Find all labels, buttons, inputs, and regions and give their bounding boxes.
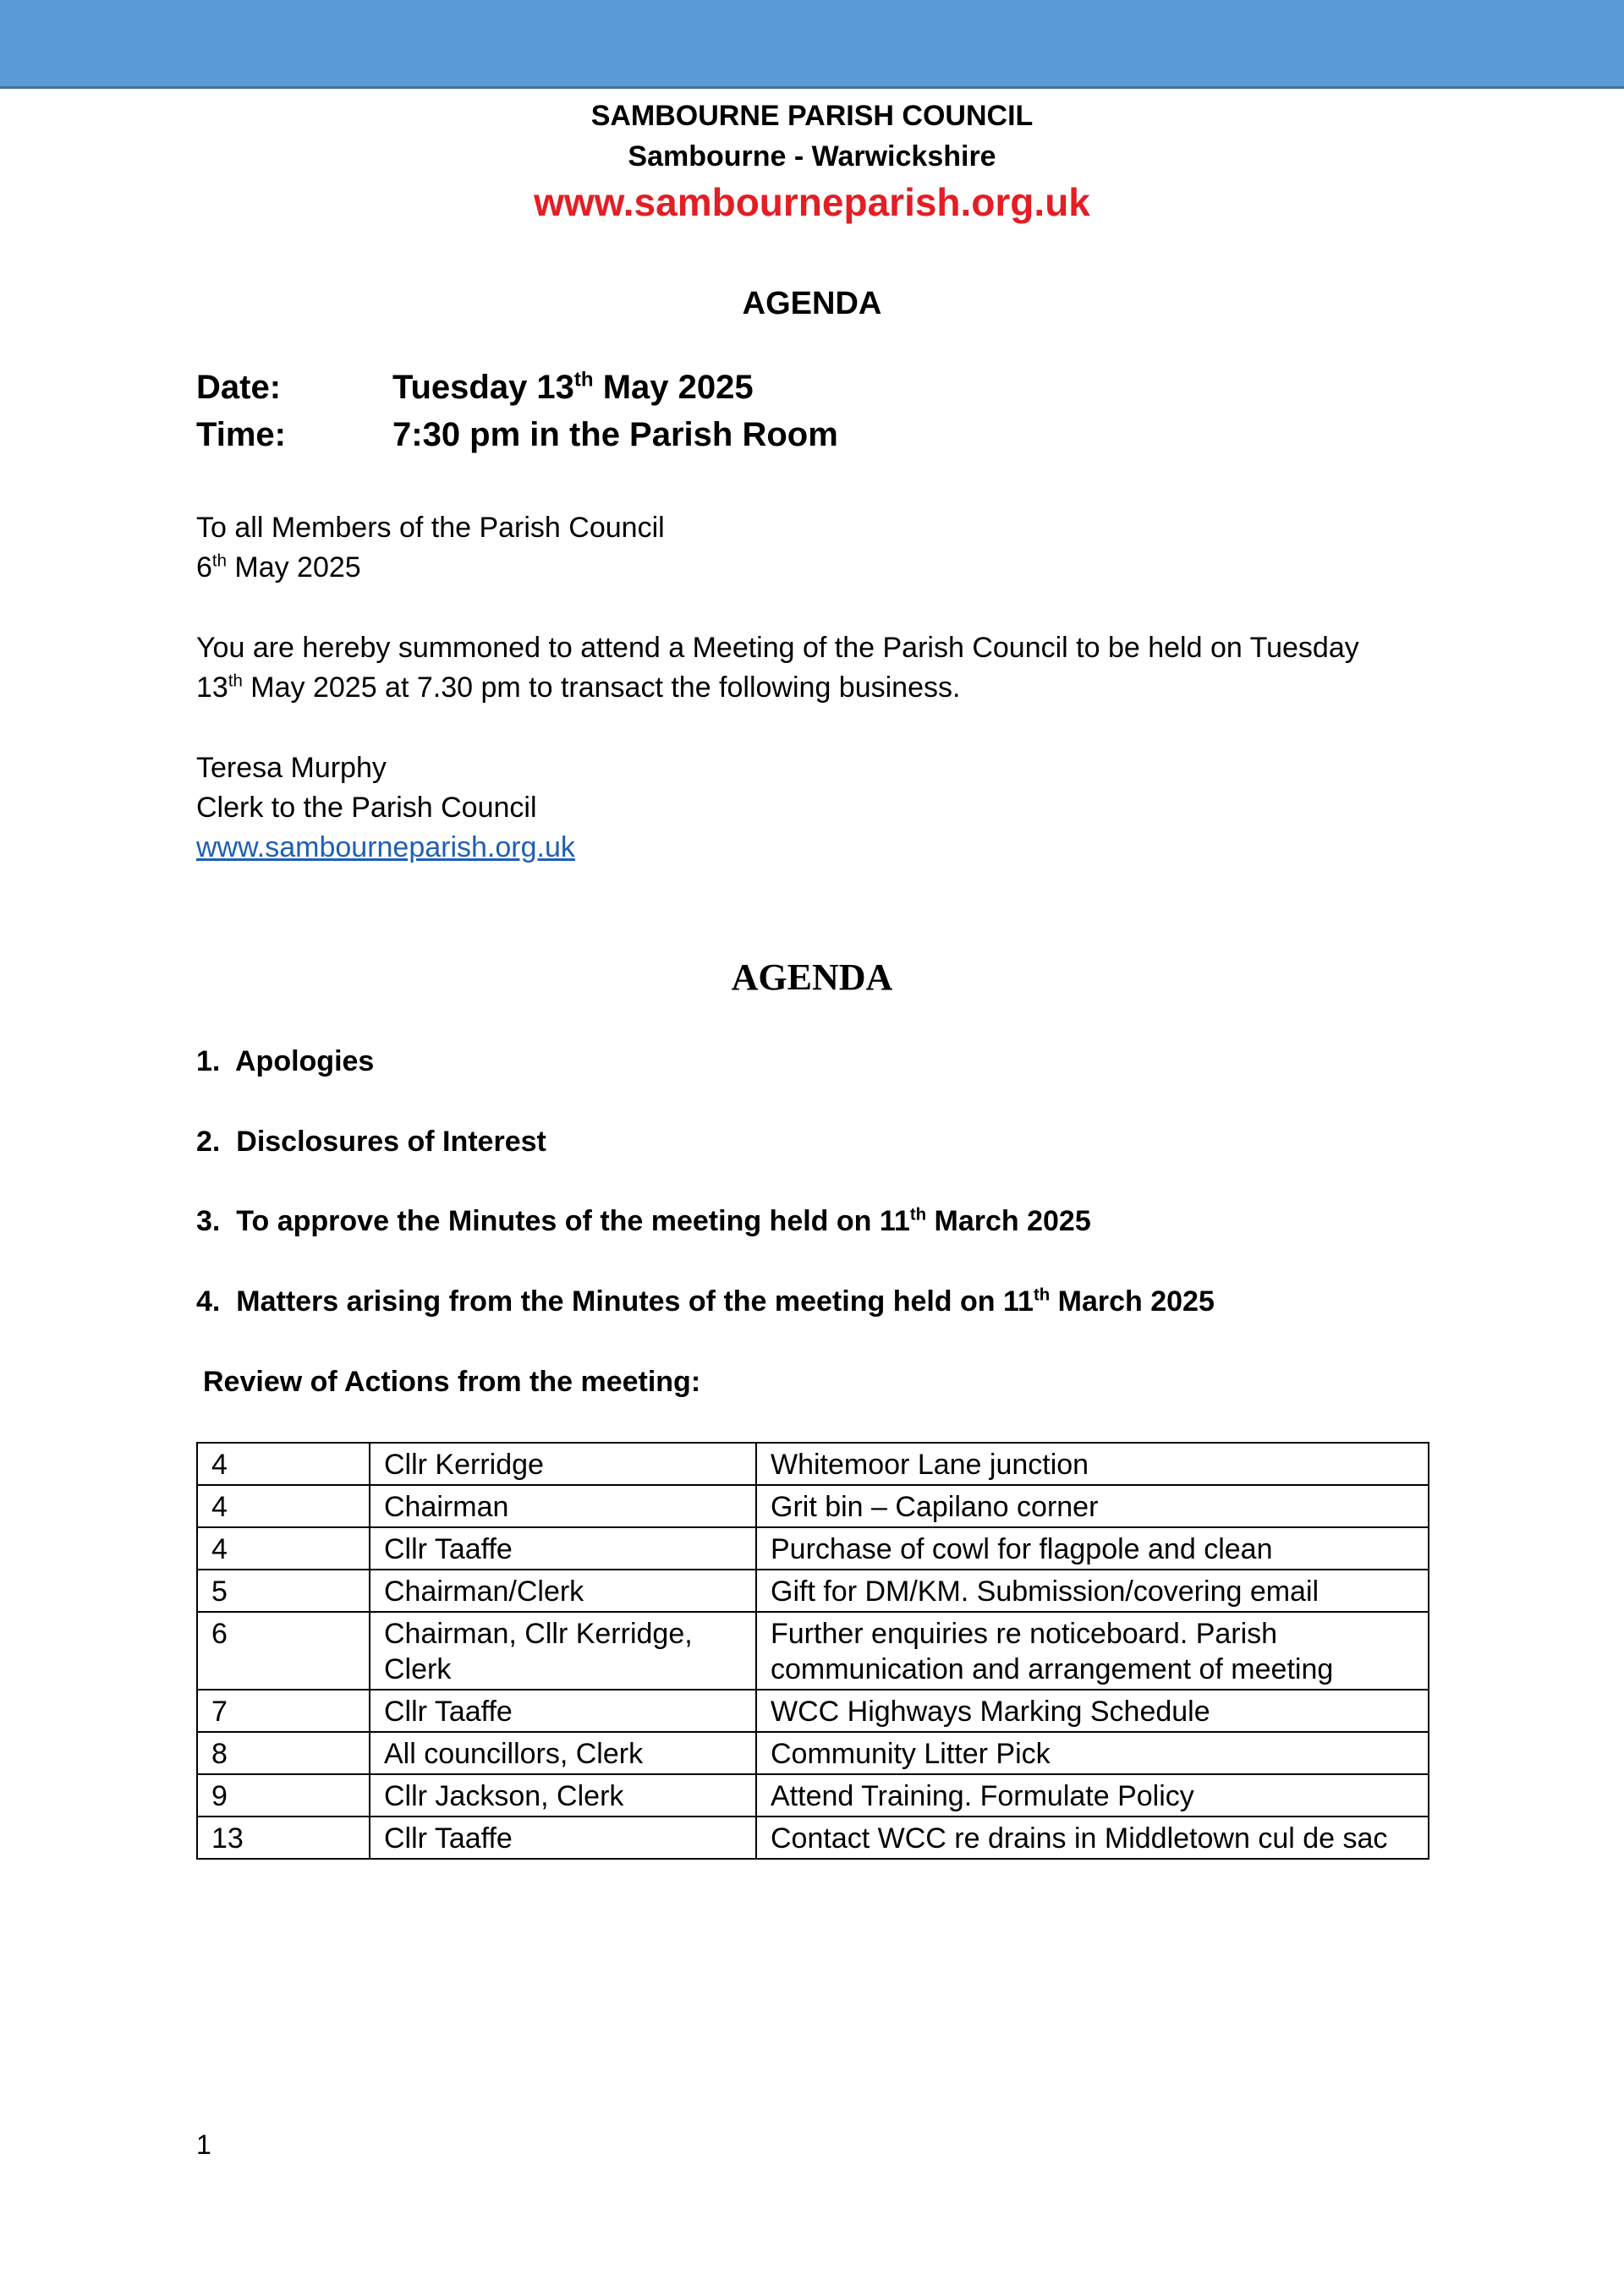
table-row [197, 1817, 1429, 1859]
action-item-number: 4 [197, 1485, 370, 1527]
table-row [197, 1443, 1429, 1485]
action-item-number: 8 [197, 1732, 370, 1774]
action-description: Gift for DM/KM. Submission/covering email [756, 1570, 1429, 1612]
agenda-item: 1. Apologies [196, 1045, 375, 1077]
action-description: WCC Highways Marking Schedule [756, 1690, 1429, 1732]
action-description: Attend Training. Formulate Policy [756, 1774, 1429, 1817]
agenda-item: 3. To approve the Minutes of the meeting held on 11th March 2025 [196, 1205, 1091, 1237]
agenda-heading: AGENDA [731, 956, 893, 998]
review-heading: Review of Actions from the meeting: [203, 1366, 701, 1398]
table-row [197, 1527, 1429, 1570]
council-location: Sambourne - Warwickshire [628, 140, 996, 173]
action-item-number: 4 [197, 1527, 370, 1570]
notice-date: 6th May 2025 [196, 551, 361, 584]
clerk-name: Teresa Murphy [196, 752, 387, 784]
table-row [197, 1732, 1429, 1774]
table-row [197, 1485, 1429, 1527]
meeting-time-row [196, 416, 838, 454]
action-item-number: 9 [197, 1774, 370, 1817]
action-description: Purchase of cowl for flagpole and clean [756, 1527, 1429, 1570]
recipients-block [196, 508, 1428, 588]
clerk-website-link[interactable]: www.sambourneparish.org.uk [196, 831, 575, 863]
action-item-number: 4 [197, 1443, 370, 1485]
date-value: Tuesday 13th May 2025 [392, 368, 754, 406]
summons-line-1: You are hereby summoned to attend a Meeting of the Parish Council to be held on Tuesday [196, 632, 1359, 664]
agenda-item: 4. Matters arising from the Minutes of the meeting held on 11th March 2025 [196, 1285, 1215, 1318]
page-number: 1 [196, 2129, 211, 2160]
action-owner: Cllr Taaffe [370, 1690, 756, 1732]
action-item-number: 6 [197, 1612, 370, 1690]
date-label: Date: [196, 369, 282, 406]
action-description: Contact WCC re drains in Middletown cul de sac [756, 1817, 1429, 1859]
action-owner: Cllr Jackson, Clerk [370, 1774, 756, 1817]
action-description: Further enquiries re noticeboard. Parish communication and arrangement of meeting [756, 1612, 1429, 1690]
council-name: SAMBOURNE PARISH COUNCIL [590, 100, 1034, 132]
summons-paragraph [196, 628, 1428, 708]
agenda-title: AGENDA [742, 286, 882, 321]
council-website-heading[interactable]: www.sambourneparish.org.uk [534, 180, 1090, 224]
signature-block [196, 748, 1428, 868]
agenda-item: 2. Disclosures of Interest [196, 1126, 546, 1158]
time-label: Time: [196, 416, 286, 453]
actions-table [196, 1442, 1429, 1860]
action-description: Whitemoor Lane junction [756, 1443, 1429, 1485]
table-row [197, 1570, 1429, 1612]
action-description: Community Litter Pick [756, 1732, 1429, 1774]
action-description: Grit bin – Capilano corner [756, 1485, 1429, 1527]
table-row [197, 1690, 1429, 1732]
clerk-role: Clerk to the Parish Council [196, 792, 537, 824]
action-owner: Cllr Kerridge [370, 1443, 756, 1485]
header-band [0, 0, 1624, 89]
table-row [197, 1774, 1429, 1817]
action-owner: Cllr Taaffe [370, 1527, 756, 1570]
summons-line-2: 13th May 2025 at 7.30 pm to transact the following business. [196, 671, 961, 704]
action-owner: Cllr Taaffe [370, 1817, 756, 1859]
action-item-number: 7 [197, 1690, 370, 1732]
action-owner: All councillors, Clerk [370, 1732, 756, 1774]
table-row [197, 1612, 1429, 1690]
recipients-line: To all Members of the Parish Council [196, 512, 665, 544]
action-item-number: 13 [197, 1817, 370, 1859]
time-value: 7:30 pm in the Parish Room [392, 416, 838, 453]
action-owner: Chairman [370, 1485, 756, 1527]
action-item-number: 5 [197, 1570, 370, 1612]
action-owner: Chairman, Cllr Kerridge, Clerk [370, 1612, 756, 1690]
action-owner: Chairman/Clerk [370, 1570, 756, 1612]
meeting-date-row [196, 369, 754, 407]
